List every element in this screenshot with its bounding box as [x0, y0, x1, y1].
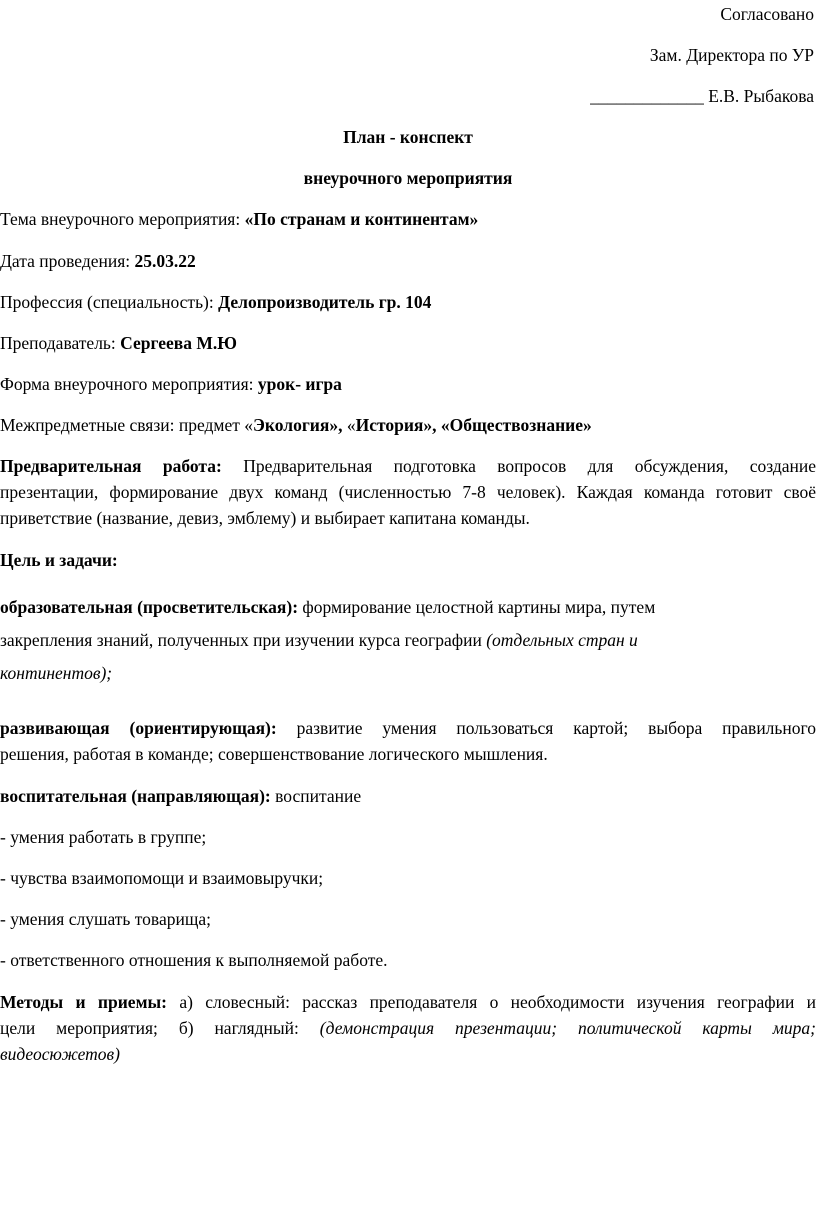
- prep-label: Предварительная работа:: [0, 456, 222, 476]
- links-label: Межпредметные связи: предмет «: [0, 415, 254, 435]
- methods-text-1: а) словесный: рассказ преподавателя о необходимости изучения географии и: [179, 992, 816, 1012]
- links-sep: «: [346, 415, 356, 435]
- title-line-1: План - конспект: [343, 127, 473, 147]
- methods-italic-2: (демонстрация презентации; политической карты мира;: [319, 1018, 816, 1038]
- goal-educational-line-1: [0, 597, 655, 618]
- list-item: - ответственного отношения к выполняемой работе.: [0, 950, 388, 970]
- list-item: - чувства взаимопомощи и взаимовыручки;: [0, 868, 324, 888]
- links-value-2: История», «Обществознание»: [355, 415, 592, 435]
- edu-italic-1: (отдельных стран и: [486, 630, 638, 650]
- methods-line-2: [0, 1018, 816, 1039]
- form-label: Форма внеурочного мероприятия:: [0, 374, 258, 394]
- title-line-2: внеурочного мероприятия: [303, 168, 513, 188]
- edu-text-2: закрепления знаний, полученных при изучении курса географии: [0, 630, 487, 650]
- profession-value: Делопроизводитель гр. 104: [218, 292, 432, 312]
- teacher-label: Преподаватель:: [0, 333, 121, 353]
- methods-italic-3: видеосюжетов): [0, 1044, 120, 1064]
- field-profession: [0, 292, 431, 313]
- goals-heading: [0, 550, 118, 571]
- date-value: 25.03.22: [134, 251, 196, 271]
- links-value-1: Экология»,: [253, 415, 347, 435]
- approval-agreed: Согласовано: [720, 4, 814, 24]
- field-form: [0, 374, 342, 395]
- date-label: Дата проведения:: [0, 251, 135, 271]
- approval-position: Зам. Директора по УР: [649, 45, 814, 65]
- list-item: - умения работать в группе;: [0, 827, 207, 847]
- signer-name: Е.В. Рыбакова: [708, 86, 814, 106]
- document-subtitle: [0, 168, 816, 189]
- edu-text-1: формирование целостной картины мира, путем: [298, 597, 656, 617]
- topic-label: Тема внеурочного мероприятия:: [0, 209, 245, 229]
- dev-text-2: решения, работая в команде; совершенствование логического мышления.: [0, 744, 548, 764]
- methods-line-1: [0, 992, 816, 1013]
- profession-label: Профессия (специальность):: [0, 292, 219, 312]
- signature-line: _____________: [590, 86, 704, 106]
- list-item: - умения слушать товарища;: [0, 909, 211, 929]
- dev-label: развивающая (ориентирующая):: [0, 718, 277, 738]
- prep-text-1: Предварительная подготовка вопросов для обсуждения, создание: [243, 456, 816, 476]
- goal-developmental-line-1: [0, 718, 816, 739]
- document-title: [0, 127, 816, 148]
- goal-developmental-line-2: [0, 744, 548, 765]
- field-links: [0, 415, 592, 436]
- form-value: урок- игра: [257, 374, 342, 394]
- methods-line-3: [0, 1044, 120, 1065]
- goal-educational-line-2: [0, 630, 638, 651]
- methods-text-2: цели мероприятия; б) наглядный:: [0, 1018, 320, 1038]
- upb-text: воспитание: [270, 786, 362, 806]
- prep-text-3: приветствие (название, девиз, эмблему) и выбирает капитана команды.: [0, 508, 530, 528]
- field-teacher: [0, 333, 237, 354]
- goals-heading-text: Цель и задачи:: [0, 550, 118, 570]
- edu-label: образовательная (просветительская):: [0, 597, 299, 617]
- field-date: [0, 251, 196, 272]
- prep-text-2: презентации, формирование двух команд (численностью 7-8 человек). Каждая команда готовит своё: [0, 482, 816, 502]
- goal-upbringing: [0, 786, 361, 807]
- teacher-value: Сергеева М.Ю: [120, 333, 237, 353]
- approval-signer-line: [590, 86, 814, 107]
- prep-line-3: [0, 508, 530, 529]
- topic-value: «По странам и континентам»: [244, 209, 479, 229]
- dev-text-1: развитие умения пользоваться картой; выбора правильного: [296, 718, 816, 738]
- prep-line-2: [0, 482, 816, 503]
- field-topic: [0, 209, 478, 230]
- goal-educational-line-3: [0, 663, 112, 684]
- methods-label: Методы и приемы:: [0, 992, 167, 1012]
- prep-line-1: [0, 456, 816, 477]
- edu-italic-2: континентов);: [0, 663, 113, 683]
- upb-label: воспитательная (направляющая):: [0, 786, 271, 806]
